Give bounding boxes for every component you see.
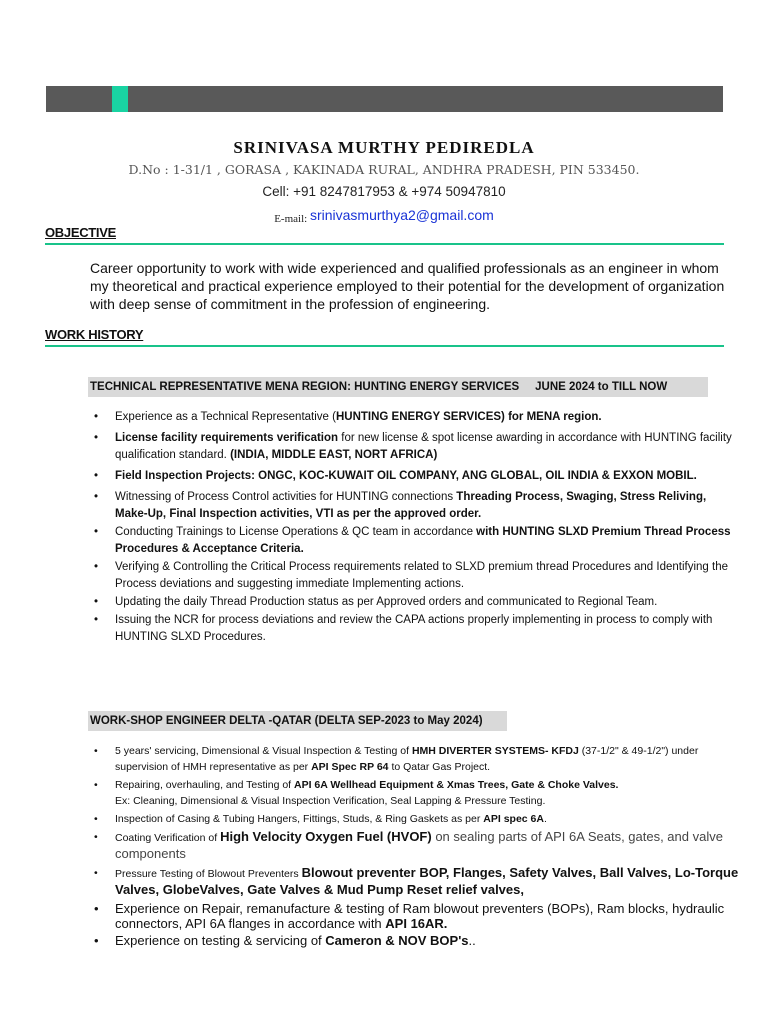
- header-accent: [112, 86, 128, 112]
- job1-list: [88, 409, 738, 650]
- list-item: • Conducting Trainings to License Operations & QC team in accordance with HUNTING SLXD Premium Thread Process Procedures & Acceptance Criteria.: [88, 524, 738, 558]
- list-item: • Updating the daily Thread Production status as per Approved orders and communicated to Regional Team.: [88, 594, 738, 611]
- list-item: • Experience on testing & servicing of Cameron & NOV BOP's..: [88, 933, 750, 949]
- address: D.No : 1-31/1 , GORASA , KAKINADA RURAL, ANDHRA PRADESH, PIN 533450.: [128, 162, 640, 177]
- email-link[interactable]: srinivasmurthya2@gmail.com: [309, 207, 494, 223]
- email-line: [0, 207, 768, 225]
- objective-heading: [45, 224, 724, 245]
- objective-text: Career opportunity to work with wide experienced and qualified professionals as an engineer in whom my theoretical and practical experience employed to their potential for the development of organization with deep sense of commitment in the profession of engineering.: [90, 260, 725, 312]
- list-item: • Inspection of Casing & Tubing Hangers, Fittings, Studs, & Ring Gaskets as per API spec 6A.: [88, 811, 750, 827]
- list-item: • License facility requirements verification for new license & spot license awarding in accordance with HUNTING facility qualification standard. (INDIA, MIDDLE EAST, NORT AFRICA): [88, 430, 738, 464]
- list-item: • 5 years' servicing, Dimensional & Visual Inspection & Testing of HMH DIVERTER SYSTEMS- KFDJ (37-1/2" & 49-1/2") under supervision of HMH representative as per API Spec RP 64 to Qatar Gas Project.: [88, 743, 750, 775]
- list-item: • Field Inspection Projects: ONGC, KOC-KUWAIT OIL COMPANY, ANG GLOBAL, OIL INDIA & EXXON MOBIL.: [88, 468, 738, 485]
- list-item: • Repairing, overhauling, and Testing of API 6A Wellhead Equipment & Xmas Trees, Gate & Choke Valves. Ex: Cleaning, Dimensional & Visual Inspection Verification, Seal Lapping & Pressure Testing.: [88, 777, 750, 809]
- list-item: • Experience on Repair, remanufacture & testing of Ram blowout preventers (BOPs), Ram blocks, hydraulic connectors, API 6A flanges in accordance with API 16AR.: [88, 901, 750, 931]
- list-item: • Verifying & Controlling the Critical Process requirements related to SLXD premium thread Procedures and Identifying the Process deviations and suggesting immediate Implementing actions.: [88, 559, 738, 593]
- list-item: • Pressure Testing of Blowout Preventers Blowout preventer BOP, Flanges, Safety Valves, Ball Valves, Lo-Torque Valves, GlobeValves, Gate Valves & Mud Pump Reset relief valves,: [88, 865, 750, 899]
- phone-numbers: Cell: +91 8247817953 & +974 50947810: [262, 184, 506, 199]
- work-history-title: WORK HISTORY: [45, 327, 144, 342]
- list-item: • Witnessing of Process Control activities for HUNTING connections Threading Process, Swaging, Stress Reliving, Make-Up, Final Inspection activities, VTI as per the approved order.: [88, 489, 738, 523]
- header-bar: [46, 86, 723, 112]
- list-item: • Issuing the NCR for process deviations and review the CAPA actions properly implementing in process to comply with HUNTING SLXD Procedures.: [88, 612, 738, 646]
- job1-heading: TECHNICAL REPRESENTATIVE MENA REGION: HUNTING ENERGY SERVICES JUNE 2024 to TILL NOW: [88, 377, 708, 397]
- job2-list: [88, 743, 750, 951]
- candidate-name: SRINIVASA MURTHY PEDIREDLA: [233, 138, 535, 157]
- email-label: E-mail:: [274, 213, 310, 225]
- job2-heading: WORK-SHOP ENGINEER DELTA -QATAR (DELTA SEP-2023 to May 2024): [88, 711, 507, 731]
- objective-title: OBJECTIVE: [45, 225, 116, 240]
- list-item: • Coating Verification of High Velocity Oxygen Fuel (HVOF) on sealing parts of API 6A Seats, gates, and valve components: [88, 829, 750, 863]
- list-item: • Experience as a Technical Representative (HUNTING ENERGY SERVICES) for MENA region.: [88, 409, 738, 426]
- work-history-heading: [45, 326, 724, 347]
